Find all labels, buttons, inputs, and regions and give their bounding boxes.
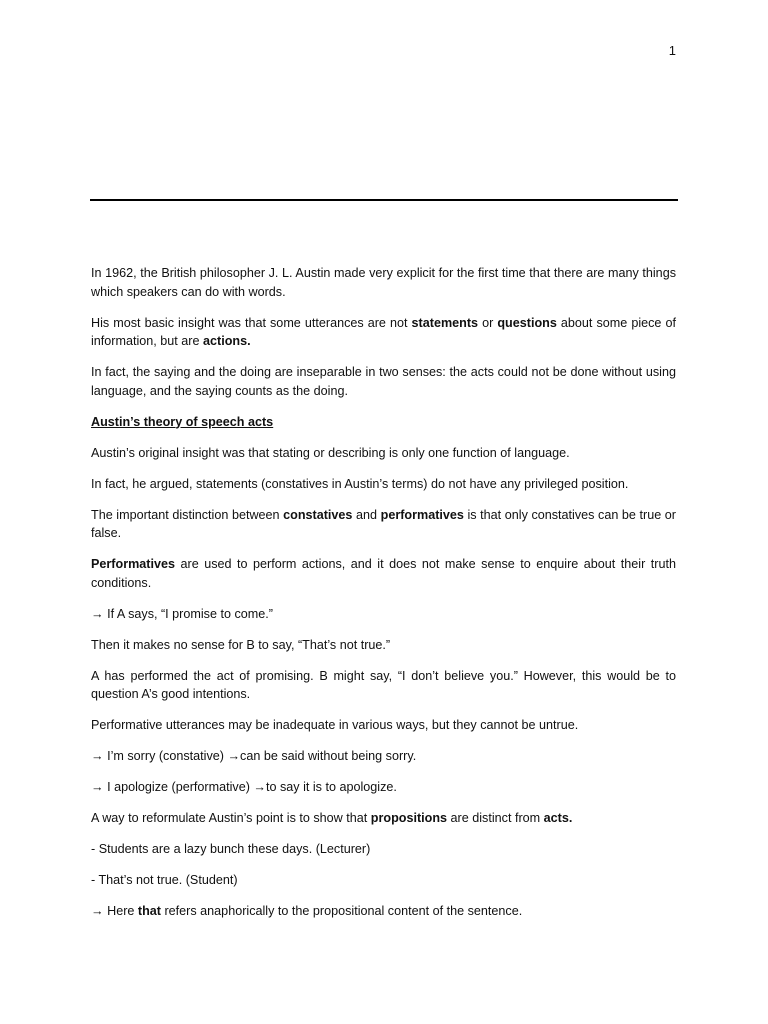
header-rule	[90, 199, 678, 201]
example-not-true: Then it makes no sense for B to say, “That’s not true.”	[91, 637, 391, 652]
paragraph-saying-doing: In fact, the saying and the doing are inseparable in two senses: the acts could not be done without using language, and the saying counts as the doing.	[91, 365, 676, 398]
text-span: refers anaphorically to the propositional content of the sentence.	[160, 904, 523, 918]
text-span: about some piece of information, but are	[91, 315, 676, 348]
paragraph-distinction	[91, 506, 676, 543]
text-span: → Here	[91, 904, 138, 918]
bold-questions: questions	[497, 315, 557, 330]
bold-acts: acts.	[543, 811, 573, 825]
paragraph-anaphoric	[91, 902, 676, 921]
bold-performatives: performatives	[380, 507, 464, 522]
paragraph-inadequate: Performative utterances may be inadequate in various ways, but they cannot be untrue.	[91, 718, 579, 732]
bold-statements: statements	[411, 315, 479, 330]
paragraph-insight	[91, 314, 676, 351]
text-span: is that only constatives can be true or false.	[91, 507, 676, 540]
paragraph-promising: A has performed the act of promising. B might say, “I don’t believe you.” However, this would be to question A’s good intentions.	[91, 668, 676, 701]
example-lecturer: - Students are a lazy bunch these days. (Lecturer)	[91, 842, 371, 856]
bold-propositions: propositions	[370, 811, 448, 825]
text-span: are distinct from	[447, 811, 544, 825]
text-span: and	[352, 507, 381, 522]
text-span: are used to perform actions, and it does not make sense to enquire about their truth conditions.	[91, 557, 676, 590]
example-promise: → If A says, “I promise to come.”	[91, 606, 273, 621]
text-span: His most basic insight was that some utterances are not	[91, 315, 412, 330]
text-span: or	[478, 315, 498, 330]
section-heading: Austin’s theory of speech acts	[91, 414, 274, 429]
bold-performatives-lead: Performatives	[91, 557, 175, 571]
example-student: - That’s not true. (Student)	[91, 873, 238, 887]
paragraph-performatives	[91, 555, 676, 592]
page-number: 1	[668, 43, 676, 58]
document-body	[91, 264, 676, 933]
text-span: A way to reformulate Austin’s point is to show that	[91, 811, 371, 825]
example-apologize: → I apologize (performative) →to say it is to apologize.	[91, 780, 397, 794]
bold-constatives: constatives	[283, 507, 353, 522]
bold-that: that	[137, 904, 161, 918]
paragraph-original-insight: Austin’s original insight was that stating or describing is only one function of language.	[91, 445, 570, 460]
text-span: The important distinction between	[91, 507, 284, 522]
paragraph-intro: In 1962, the British philosopher J. L. Austin made very explicit for the first time that there are many things which speakers can do with words.	[91, 266, 676, 299]
paragraph-statements: In fact, he argued, statements (constatives in Austin’s terms) do not have any privileged position.	[91, 476, 629, 491]
bold-actions: actions.	[203, 334, 251, 348]
example-sorry: → I’m sorry (constative) →can be said without being sorry.	[91, 749, 417, 763]
paragraph-reformulate	[91, 809, 676, 828]
